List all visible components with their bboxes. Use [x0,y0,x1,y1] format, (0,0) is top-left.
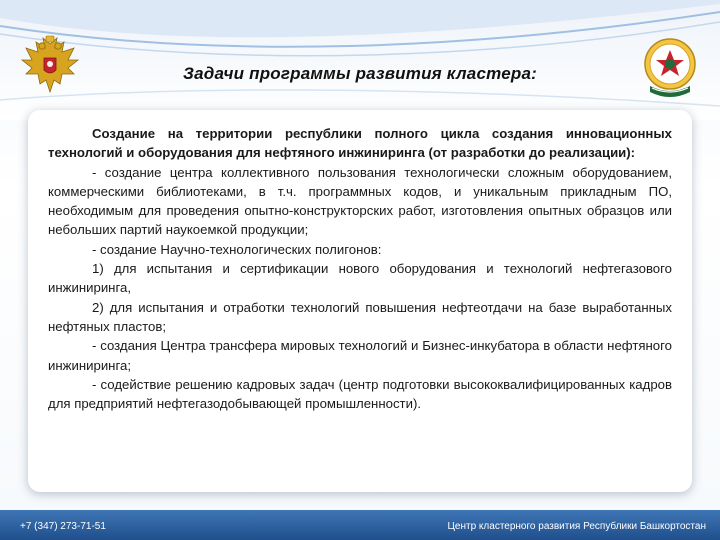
footer-bar [0,510,720,540]
bashkortostan-coat-of-arms-icon [640,36,700,102]
paragraph-2: - создание Научно-технологических полигонов: [92,241,382,257]
footer-phone: +7 (347) 273-71-51 [20,521,106,532]
paragraph-1: - создание центра коллективного пользования технологически сложным оборудованием, коммерческими библиотеками, в т.ч. программных кодов, и уникальным прикладным ПО, необходимым для проведения опытно-конструкторских работ, изготовления опытных образцов или небольших партий наукоемкой продукции; [48,164,672,238]
paragraph-3: 1) для испытания и сертификации нового оборудования и технологий нефтегазового инжиниринга, [48,261,672,296]
header-swoosh [0,0,720,120]
paragraph-5: - создания Центра трансфера мировых технологий и Бизнес-инкубатора в области нефтяного инжиниринга; [48,338,672,373]
paragraph-4: 2) для испытания и отработки технологий повышения нефтеотдачи на базе выработанных нефтяных пластов; [48,299,672,334]
header [0,0,720,120]
page-title: Задачи программы развития кластера: [183,64,537,83]
paragraph-6: - содействие решению кадровых задач (центр подготовки высококвалифицированных кадров для предприятий нефтегазодобывающей промышленности). [48,376,672,412]
russia-coat-of-arms-icon [20,34,80,98]
lead-paragraph [48,124,672,163]
body-text [48,124,672,413]
footer-organization: Центр кластерного развития Республики Башкортостан [447,521,706,532]
lead-text: Создание на территории республики полного цикла создания инновационных технологий и оборудования для нефтяного инжиниринга (от разработки до реализации): [48,126,672,161]
